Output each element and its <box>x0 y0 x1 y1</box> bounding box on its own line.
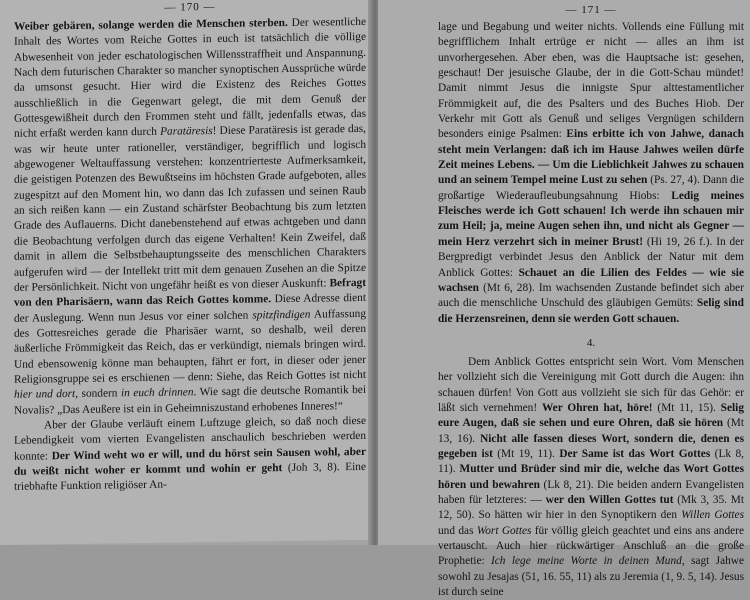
italic-emphasis: Willen Gottes <box>681 509 744 522</box>
bold-quote: Weiber gebären, solange werden die Menschen sterben. <box>14 16 288 33</box>
italic-emphasis: hier und dort <box>14 388 76 402</box>
text-run: (Joh 3, 8). Eine triebhafte Funktion religiöser An- <box>14 460 366 494</box>
bold-quote: Schauet an die Lilien des Feldes — wie sie wachsen <box>438 266 744 294</box>
bold-quote: Selig sind die Herzensreinen, denn sie werden Gott schauen. <box>438 297 744 325</box>
right-page <box>378 0 750 599</box>
text-run: , sondern <box>75 387 121 401</box>
right-page-text <box>438 20 744 327</box>
italic-emphasis: Ich lege meine Worte in deinen Mund <box>491 555 682 568</box>
left-page-number: 170 <box>180 1 200 14</box>
bold-quote: Eins erbitte ich von Jahwe, danach steht mein Verlangen: daß ich im Hause Jahwes weilen dürfe Zeit meines Lebens. — Um die Lieblichkeit Jahwes zu schauen und an seinem Tempel meine Lust zu sehen <box>438 128 744 187</box>
bold-quote: Nicht alle fassen dieses Wort, sondern die, denen es gegeben ist <box>438 432 744 460</box>
paragraph <box>14 414 366 496</box>
bold-quote: wer den Willen Gottes tut <box>545 493 674 506</box>
left-page-text <box>14 15 366 496</box>
text-run: (Mt 13, 16). <box>438 417 744 445</box>
text-run: und das <box>438 524 477 537</box>
text-run: Dem Anblick Gottes entspricht sein Wort. Vom Menschen her vollzieht sich die Vereinigung mit Gott durch die Augen: ihn schauen dürfen! Von Gott aus vollzieht sie sich für das Gehör: er läßt sich vernehmen! <box>438 355 744 414</box>
paragraph <box>438 20 744 327</box>
italic-emphasis: spitzfindigen <box>252 308 311 322</box>
text-run: . Wie sagt die deutsche Romantik bei Novalis? „Das Aeußere ist ein in Geheimniszustand erhobenes Inneres!“ <box>14 384 366 417</box>
text-run: (Mt 11, 15). <box>652 401 721 414</box>
paragraph <box>438 355 744 600</box>
italic-emphasis: in euch drinnen <box>120 386 194 400</box>
bold-quote: Der Same ist das Wort Gottes <box>559 447 711 460</box>
text-run: Auffassung des Gottesreiches gerade die Pharisäer warnt, so deshalb, weil deren äußerliche Frömmigkeit das Reich, das er verkündigt, niemals bringen wird. Und ebensowenig könne man behaupten, fährt er fort, in dieser oder jener Religionsgruppe sei es erschienen — denn: Siehe, das Reich Gottes ist nicht <box>14 307 366 386</box>
bold-quote: Wer Ohren hat, höre! <box>541 401 653 414</box>
text-run: Aber der Glaube verläuft einem Luftzuge gleich, so daß noch diese Lebendigkeit vom vierten Evangelisten anschaulich beschrieben werden konnte: <box>14 414 366 463</box>
text-run: , sagt Jahwe sowohl zu Jesajas (51, 16. 55, 11) als zu Jeremia (1, 9. 5, 14). Jesus ist durch seine <box>438 555 745 599</box>
left-page-header: — 170 — <box>164 0 216 14</box>
left-page <box>0 0 374 545</box>
text-run: (Lk 8, 11). <box>438 447 745 476</box>
text-run: für völlig gleich geachtet und eins ans andere vertauscht. Auch hier rückwärtiger Anschluß an die große Prophetie: <box>438 524 744 568</box>
text-run: (Mt 19, 11). <box>492 447 560 460</box>
right-page-number: 171 <box>581 4 601 16</box>
bold-quote: Der Wind weht wo er will, und du hörst sein Sausen wohl, aber du weißt nicht woher er kommt und wohin er geht <box>14 445 366 478</box>
bold-quote: Selig eure Augen, daß sie sehen und eure Ohren, daß sie hören <box>438 401 744 430</box>
text-run: ! Diese Paratäresis ist gerade das, was wir heute unter rationeller, verständiger, begrifflich und logisch abgewogener Weltauffassung verstehen: konzentrierteste Aufmerksamkeit, die geistigen Potenzen des Bewußtseins im höchsten Grade aufgeboten, alles zugespitzt auf den Moment hin, wo dann das Ich zufassen und seinen Raub an sich reißen kann — ein Zustand schärfster Beobachtung bis zum letzten Grade des Auflauerns. Dicht danebenstehend auf etwas achtgeben und dann die Beobachtung verfolgen durch das eigene Verhalten! Kein Zweifel, daß damit in allem die Selbstbehauptungsseite des menschlichen Charakters aufgerufen wird — der Intellekt tritt mit dem genauen Zusehen an die Spitze der Persönlichkeit. Nicht von ungefähr heißt es von dieser Auskunft: <box>14 123 366 294</box>
text-run: Diese Adresse dient der Auslegung. Wenn nun Jesus vor einer solchen <box>14 292 367 325</box>
right-page-header: — 171 — <box>565 4 617 16</box>
text-run: (Ps. 27, 4). Dann die großartige Wiederaufleubungsahnung Hiobs: <box>438 174 744 202</box>
bold-quote: Ledig meines Fleisches werde ich Gott schauen! Ich werde ihn schauen mir zum Heil; ja, meine Augen sehen ihn, und nicht als Gegner — mein Herz verzehrt sich in meiner Brust! <box>438 189 745 248</box>
text-run: (Lk 8, 21). Die beiden andern Evangelisten haben für letzteres: — <box>438 478 744 506</box>
text-run: (Hi 19, 26 f.). In der Bergpredigt verbindet Jesus den Anblick der Natur mit dem Anblick Gottes: <box>438 235 744 279</box>
italic-emphasis: Paratäresis <box>160 125 213 139</box>
paragraph <box>14 15 366 419</box>
text-run: (Mk 3, 35. Mt 12, 50). So hätten wir hier in den Synoptikern den <box>438 493 744 522</box>
right-page-text-section <box>438 355 744 600</box>
section-number: 4. <box>586 336 596 349</box>
bold-quote: Mutter und Brüder sind mir die, welche das Wort Gottes hören und bewahren <box>438 463 744 491</box>
bold-quote: Befragt von den Pharisäern, wann das Reich Gottes komme. <box>14 276 366 309</box>
text-run: (Mt 6, 28). Im wachsenden Zustande befindet sich aber auch die menschliche Unschuld des gläubigen Gemüts: <box>438 281 744 310</box>
text-run: lage und Begabung und weiter nichts. Vollends eine Füllung mit begrifflichem Inhalt ertrüge er nicht — alles an ihm ist unvorhergesehen. Aber eben, was die Hauptsache ist: gesehen, geschaut! Der jesuische Glaube, der in die Gott-Schau mündet! Damit nimmt Jesus die innigste Spur alttestamentlicher Frömmigkeit auf, die des Psalters und des Buches Hiob. Der Verkehr mit Gott als Genuß und seliges Vergnügen schildern besonders einige Psalmen: <box>438 21 744 141</box>
text-run: Der wesentliche Inhalt des Wortes vom Reiche Gottes in euch ist tatsächlich die völlige Abwesenheit von jeder eschatologischen Willensstraffheit und Anspannung. Nach dem futurischen Charakter so mancher synoptischen Aussprüche würde da umsonst gesucht. Hier wird die Existenz des Reiches Gottes ausschließlich in die Gegenwart gelegt, die mit dem Genuß der Gottesgewißheit durch den Frommen steht und fällt, jedenfalls etwas, das nicht erfaßt werden kann durch <box>14 15 366 141</box>
italic-emphasis: Wort Gottes <box>476 524 532 537</box>
